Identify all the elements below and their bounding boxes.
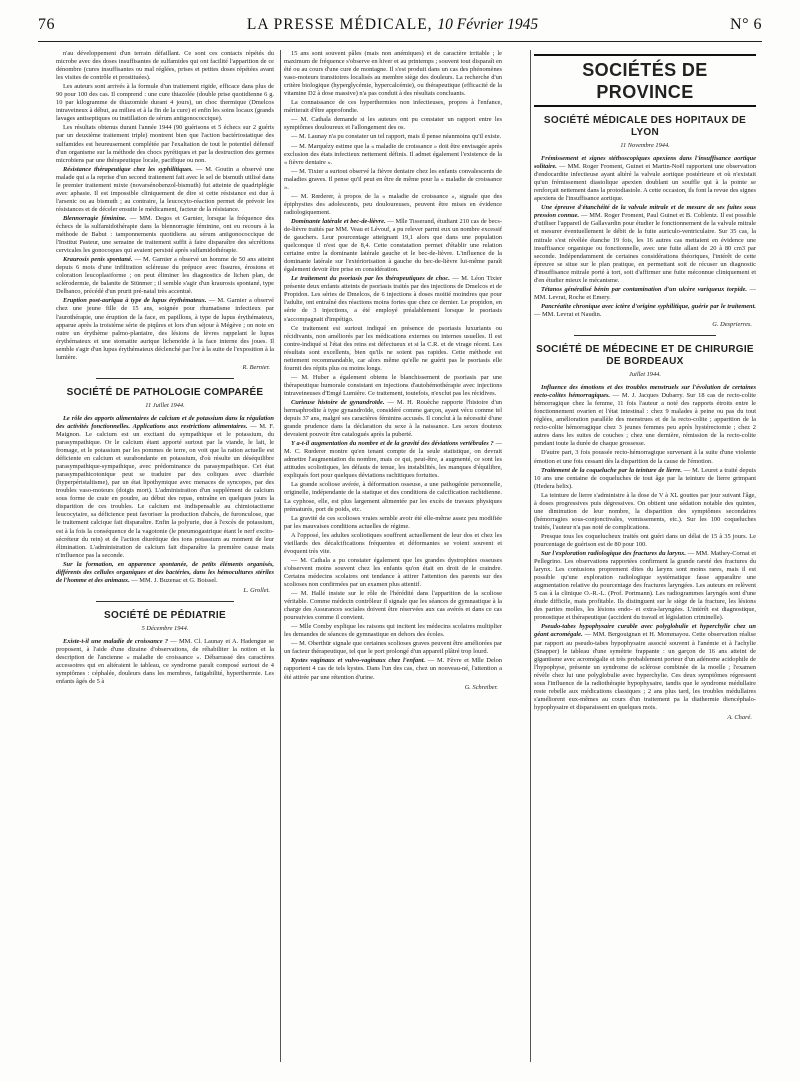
- item-body: — M. C. Rœderer montre qu'en tenant compte de la seule statistique, on devrait admettre l'augmentation du nombre, mais ce qui, peut-être, a augmenté, ce sont les attitudes scoliotiques, les défauts de tenue, les instabilités, les manques d'équilibre, expliqués fort pour quelques déviations rachitiques fortuites.: [284, 440, 502, 480]
- item-entry: [534, 286, 756, 302]
- paragraph: La connaissance de ces hyperthermies non infectieuses, propres à l'enfance, mériterait d'être approfondie.: [284, 99, 502, 115]
- item-body: — M. J. Jacques Dubarry. Sur 18 cas de recto-colite hémorragique chez la femme, 11 fois l'auteur a noté des rapports étroits entre le fonctionnement ovarien et l'état intestinal : chez 9 malades à peine ou pas du tout réglées, amélioration parallèle des menstrues et de la recto-colite ; apparition de la recto-colite hémorragique chez 3 jeunes femmes peu après hystérectomie ; chez 2 autres dans les suites de couches ; chez une dernière, rémission de la recto-colite pendant toute la durée de chaque grossesse.: [534, 392, 756, 448]
- paragraph: n'au développement d'un terrain défaillant. Ce sont ces contacts répétés du microbe avec des doses insuffisantes de sulfamides qui ont facilité l'apparition de ce dénombre (cures insuffisantes ou mal réglées, prises et petites doses répétées avant les visites de contrôle et prostituées).: [56, 50, 274, 82]
- section-date: 5 Décembre 1944.: [141, 624, 189, 632]
- item-title: Pseudo-tabes hypophysaire curable avec polyglobulie et hyperchylie chez un géant acromégale.: [534, 623, 756, 639]
- paragraph: — M. Cathala demande si les auteurs ont pu constater un rapport entre les symptômes douloureux et l'allongement des os.: [284, 116, 502, 132]
- paragraph: — M. Launay n'a pu constater un tel rapport, mais il pense néanmoins qu'il existe.: [291, 133, 502, 141]
- signature: A. Charé.: [727, 713, 752, 721]
- item-title: Tétanos généralisé bénin par contamination d'un ulcère variqueux torpide.: [541, 285, 747, 293]
- section-title: SOCIÉTÉ DE PATHOLOGIE COMPARÉE: [66, 386, 264, 398]
- item-title: Influence des émotions et des troubles menstruels sur l'évolution de certaines recto-colites hémorragiques.: [534, 384, 756, 400]
- item-body: — MM. Roger Froment, Paul Guinet et B. Coblentz. Il est possible d'utiliser l'appareil de Gallavardin pour étudier le fonctionnement de la valvule mitrale et mesurer éventuellement le débit de la fuite auriculo-ventriculaire. Sur 35 cas, la mitrale s'est révélée étanche 19 fois, les 16 autres cas mettaient en évidence une insuffisance organique ou fonctionnelle, avec une fuite allant de 20 à 80 cm3 par seconde. Indépendamment de certaines considérations théoriques, l'intérêt de cette épreuve se situe sur le plan pratique, en permettant soit de récuser un diagnostic d'insuffisance mitrale porté à tort, soit d'affirmer une fuite méconnue cliniquement et d'en étudier mieux le mécanisme.: [534, 212, 756, 284]
- item-entry: [56, 215, 274, 255]
- item-title: Sur la formation, en apparence spontanée, de petits éléments organisés, différents des cellules organiques et des bactéries, dans les hémocultures stériles de l'homme et des animaux.: [56, 560, 274, 584]
- item-title: Dominante latérale et bec-de-lièvre.: [291, 217, 386, 225]
- item-body: — M. Garnier a observé chez une jeune fille de 15 ans, soignée pour rhumatisme infectieux par l'aurothérapie, une éruption de la face, en papillons, à type de lupus érythémateux, apparue après la troisième série de piqûres et lors d'un séjour à Mégève ; on note en outre un érythème palmo-plantaire, des lésions de lèvres rappelant le lupus érythémateux et une stomatite aurique lichenoïde à la face interne des joues. Il semble s'agir d'un lupus érythémateux déclenché par l'or à la suite de l'exposition à la lumière.: [56, 297, 274, 361]
- paragraph: Les résultats obtenus durant l'année 1944 (90 guérisons et 5 échecs sur 2 guéris par un deuxième traitement triple) montrent bien que l'action bactériostatique des sulfamides est heureusement complétée par l'exaltation de tout le potentiel défensif d'un organisme sur la méthode des chocs pyrétiques et par la destruction des germes microbiens par une thérapeutique locale, pacifique ou non.: [56, 124, 274, 164]
- item-body: — MM. Roger Froment, Guinet et Martin-Noël rapportent une observation d'endocardite infectieuse ayant altéré la valvule aortique postérieure et où n'existait qu'un frémissement diastolique apexien doublant un souffle qui à la pointe se renforçait nettement dans la protodiastole. A cette occasion, ils font la revue des signes apexiens de l'insuffisance aortique.: [534, 163, 756, 203]
- item-title: Y a-t-il augmentation du nombre et de la gravité des déviations vertébrales ?: [291, 440, 494, 448]
- section-banner: SOCIÉTÉS DE PROVINCE: [534, 54, 756, 107]
- section-title: SOCIÉTÉ DE PÉDIATRIE: [104, 609, 226, 621]
- masthead: [247, 16, 538, 34]
- item-title: Frémissement et signes stéthoscopiques apexiens dans l'insuffisance aortique solitaire.: [534, 155, 756, 171]
- paragraph: — M. Huber a également obtenu le blanchissement de psoriasis par une thérapeutique humorale consistant en injections d'autohémothérapie avec injections intraveineuses d'Emgé Lumière. Ce traitement, toutefois, n'exclut pas les récidives.: [284, 373, 502, 397]
- paragraph: 15 ans sont souvent pâles (mais non anémiques) et de caractère irritable ; le maximum de fréquence s'observe en hiver et au printemps ; souvent tout disparaît en été ou au cours d'une cure de montagne. Il s'est produit dans un cas des phénomènes vaso-moteurs transitoires localisés au membre siège des douleurs. La recherche d'un critère biologique (hyperglycémie, hypercalcémie), ou thérapeutique (efficacité de la vitamine D2 à dose massive) n'a pas conduit à des résultats concluants.: [284, 50, 502, 98]
- column-2: [284, 50, 502, 1070]
- item-title: Le rôle des apports alimentaires de calcium et de potassium dans la régulation des activités fonctionnelles. Applications aux restrictions alimentaires.: [56, 414, 274, 430]
- item-entry: [56, 297, 274, 361]
- item-title: Résistance thérapeutique chez les syphilitiques.: [63, 165, 193, 173]
- paragraph: — M. Rœderer, à propos de la « maladie de croissance », signale que des épiphysites des adolescents, peu douloureuses, peuvent être mises en évidence radiologiquement.: [284, 192, 502, 216]
- section-divider: [96, 378, 234, 379]
- paragraph: — M. Oberthür signale que certaines scolioses graves peuvent être améliorées par un facteur thérapeutique, tel que le port prolongé d'un appareil plâtré trop lourd.: [284, 640, 502, 656]
- section-date: Juillet 1944.: [629, 371, 661, 379]
- item-entry: [56, 638, 274, 686]
- item-body: — MM. Levrat, Roche et Emery.: [534, 285, 756, 301]
- item-entry: [56, 166, 274, 214]
- item-body: — MM. Bergouignan et H. Mommayou. Cette observation réalise par rapport au pseudo-tabes hypophysaire associé souvent à l'anémie et à l'achylie (Snapper) le tableau d'une symétrie frappante : un garçon de 16 ans atteint de gigantisme avec acromégalie et très probablement porteur d'un adénome acidophile de l'hypophyse, présente un syndrome de sclérose combinée de la moelle ; l'examen révèle chez lui une polyglobulie avec hyperchylie. Ces deux symptômes régressent sous l'influence de la radiothérapie hypophysaire, tandis que le syndrome médullaire reste rebelle aux médications classiques ; 2 ans plus tard, les troubles médullaires s'améliorent eux-mêmes au cours d'un traitement pa la diathermie diencéphalo-hypophysaire et disparaissent en quelques mois.: [534, 631, 756, 711]
- item-title: Kystes vaginaux et vulvo-vaginaux chez l'enfant.: [291, 657, 426, 665]
- item-entry: [284, 440, 502, 480]
- item-entry: [56, 561, 274, 585]
- item-title: Curieuse histoire de gynandroïde.: [291, 398, 385, 406]
- item-entry: [284, 275, 502, 323]
- paragraph: D'autre part, 3 fois poussée recto-hémorragique survenant à la suite d'une violente émotion et une fois cessant dès la disparition de la cause de l'émotion.: [534, 449, 756, 465]
- paragraph: A l'opposé, les adultes scoliotiques souffrent actuellement de leur dos et chez les vieillards des décalcifications fréquentes et déformantes se voient souvent et évoquent très vite.: [284, 531, 502, 555]
- item-entry: [56, 256, 274, 296]
- item-body: — M. Leuret a traité depuis 10 ans une centaine de coqueluches de tout âge par la teinture de lierre grimpant (Hedera helix).: [534, 466, 756, 490]
- header-rule: [38, 41, 762, 42]
- item-body: — M. Léon Tixier présente deux enfants atteints de psoriasis traités par des injections de Dmelcos et de Propidon. Les séries de Dmelcos, de 6 injections à doses moitié moindres que pour l'adulte, ont entraîné des réactions moins fortes que chez ce dernier. Le propidon, en série de 3 injections, a été employé préalablement lorsque le psoriasis s'accompagnait d'impétigo.: [284, 275, 502, 323]
- item-title: Sur l'exploration radiologique des fractures du larynx.: [541, 550, 686, 558]
- paragraph: — M. Marquézy estime que la « maladie de croissance » doit être envisagée après exclusion des états infectieux nettement définis. Il admet également l'existence de la « fièvre dentaire ».: [284, 142, 502, 166]
- item-entry: [534, 303, 756, 319]
- column-3: [534, 50, 756, 1070]
- paragraph: La grande scoliose avérée, à déformation osseuse, a une pathogénie personnelle, originelle, indépendante de la statique et des conditions de calcification rachidienne. La cyphose, elle, est plus largement alimentée par les excès de travaux physiques prématurés, port de poids, etc.: [284, 481, 502, 513]
- paragraph: La teinture de lierre s'administre à la dose de V à XL gouttes par jour suivant l'âge, à doses progressives puis dégressives. On obtient une sédation notable des quintes, une diminution de leur nombre, la disparition des symptômes secondaires (hémorragies sous-conjonctivales, vomissements, etc.). Sur les 100 coqueluches traités, l'auteur n'a pas noté de complications.: [534, 491, 756, 531]
- item-body: — MM. J. Buzenac et G. Boissel.: [131, 576, 218, 584]
- item-entry: [534, 155, 756, 203]
- signature: G. Schreiber.: [464, 683, 498, 691]
- paragraph: La gravité de ces scolioses vraies semble avoir été elle-même assez peu modifiée par les mauvaises conditions actuelles de régime.: [284, 514, 502, 530]
- signature: L. Grollet.: [243, 586, 270, 594]
- signature: G. Desprierres.: [712, 320, 752, 328]
- item-entry: [284, 657, 502, 681]
- item-title: Kraurosis penis spontané.: [63, 256, 133, 264]
- item-title: Pancréatite chronique avec ictère d'origine syphilitique, guérie par le traitement.: [541, 302, 756, 310]
- item-title: Blennorragie féminine.: [63, 214, 127, 222]
- section-divider: [96, 601, 234, 602]
- paragraph: Ce traitement est surtout indiqué en présence de psoriasis luxuriants ou récidivants, non améliorés par les médications externes ou internes usuelles. Il est contre-indiqué si l'état des reins est défectueux et si la C.R. et de virage récent. Les résultats sont excellents, bien qu'ils ne soient pas rapides. Cette méthode est nettement recommandable, car alors même qu'elle ne guérit pas le psoriasis elle fournit des répits plus ou moins longs.: [284, 324, 502, 372]
- item-title: Une épreuve d'étanchéité de la valvule mitrale et de mesure de ses fuites sous pression connue.: [534, 204, 756, 220]
- item-entry: [56, 415, 274, 560]
- item-body: — Mlle Tisserand, étudiant 210 cas de becs-de-lièvre traités par MM. Veau et Lévouf, a pu relever parmi eux un nombre excessif de gauchers. Leur pourcentage atteignant 19,1 alors que dans une population quelconque il n'est que de 8,4. Cette constatation permet d'établir une relation certaine entre la dominante latérale gauche et le bec-de-lièvre. L'influence de la dominante latérale sur l'extériorisation à gauche du bec-de-lièvre lui-même paraît également devoir être prise en considération.: [284, 217, 502, 274]
- paragraph: Les auteurs sont arrivés à la formule d'un traitement rigide, efficace dans plus de 90 pour 100 des cas. Il comprend : une cure thiazolée (double prise quotidienne 6 g. 10 par kilogramme de thiazomide durant 4 jours), un choc thermique (Dmelcos intraveineux à début, au milieu et à la fin de la cure) et enfin les soins locaux (grands lavages antiseptiques ou instillation de sérum antigonococcique).: [56, 83, 274, 123]
- item-entry: [534, 204, 756, 284]
- paragraph: — M. Cathala a pu constater également que les grandes dystrophies osseuses s'observent moins souvent chez les enfants qu'on était en droit de le craindre. Certains médecins scolaires ont tendance à attirer l'attention des parents sur des scolioses non confirmées par un examen plus attentif.: [284, 556, 502, 588]
- publication-name: LA PRESSE MÉDICALE,: [246, 16, 433, 33]
- paragraph: — Mlle Comby explique les raisons qui incitent les médecins scolaires multiplier les demandes de séances de gymnastique en dehors des écoles.: [284, 623, 502, 639]
- article-columns: [56, 50, 756, 1070]
- section-title: SOCIÉTÉ MÉDICALE DES HOPITAUX DE LYON: [543, 115, 747, 138]
- section-date: 11 Novembre 1944.: [620, 142, 670, 149]
- section-date: 11 Juillet 1944.: [145, 401, 185, 409]
- section-divider: [574, 335, 716, 336]
- item-body: — MM. Cl. Launay et A. Hadengue se proposent, à l'aide d'une dizaine d'observations, de réhabiliter la notion et la description de l'ancienne « maladie de croissance ». Débarrassé des caractères accessoires qui en altéraient le tableau, ce syndrome paraît composé surtout de 4 symptômes : céphalée, douleurs dans les membres, fatigabilité, hyperthermie. Les enfants âgés de 5 à: [56, 637, 274, 686]
- page-header: [38, 16, 762, 38]
- item-entry: [534, 384, 756, 448]
- section-title: SOCIÉTÉ DE MÉDECINE ET DE CHIRURGIE DE BORDEAUX: [536, 344, 754, 368]
- signature: R. Bernier.: [242, 363, 270, 371]
- item-body: — MM. Degos et Garnier, lorsque la fréquence des échecs de la sulfamidothérapie dans la blennorragie féminine, ont eu recours à la méthode de Babut : tamponnements quotidiens au sérum antigonococcique de l'Institut Pasteur, une semaine de traitement suffit à faire disparaître des sécrétions cervicales les gonocoques qui avaient persisté après sulfamidothérapie.: [56, 214, 274, 255]
- item-title: Eruption post-auriqua à type de lupus érythémateux.: [63, 297, 207, 305]
- item-entry: [534, 623, 756, 712]
- paragraph: — M. Hallé insiste sur le rôle de l'hérédité dans l'apparition de la scoliose véritable. Comme médecin contrôleur il signale que les séances de gymnastique à la charge des Assurances sociales doivent être réservées aux cas avérés et dans ce cas poursuivies comme il convient.: [284, 590, 502, 622]
- issue-date: 10 Février 1945: [437, 16, 539, 33]
- paragraph: Presque tous les coquelucheux traités ont guéri dans un délai de 15 à 35 jours. Le pourcentage de guérison est de 80 pour 100.: [534, 532, 756, 548]
- item-body: — M. F. Maignon. Le calcium est un excitant du sympathique et le potassium, du parasympathique. Or le calcium étant apporté surtout par la viande, le lait, le fromage, et le potassium par les pommes de terre, on voit que la ration actuelle est déficiente en calcium et surabondante en potassium, d'où résulte un déséquilibre parasympathique-sympathique, avec prédominance du parasympathique. Cet état parasympathicotonique peut se traduire par des coliques avec diarrhée (hyperpéristaltisme), par un état lipothymique avec menaces de syncopes, par des troubles vaso-moteurs (doigts mort). L'administration d'un supplément de calcium sous forme de craie en poudre, au début des repas, entraîne en quelques jours la disparition de ces troubles. Le calcium est indispensable au chimiotactisme leucocytaire, sa déficience peut favoriser la production d'abcès, de furonculose, que le traitement calcique fait disparaître. Enfin la polyurie, due à l'excès de potassium, est à la fois la conséquence de la vagotonie (le pneumogastrique étant le nerf excito-sécréteur du rein) et de l'action diurétique des ions potassium au moment de leur élimination. L'administration de calcium fait disparaître la première cause mais n'influence pas la seconde.: [56, 422, 274, 559]
- item-entry: [534, 467, 756, 491]
- item-title: Existe-t-il une maladie de croissance ?: [63, 637, 169, 645]
- item-body: — M. Fèvre et Mlle Delon rapportent 4 cas de tels kystes. Dans l'un des cas, chez un nouveau-né, l'attention a été attirée par une rétention d'urine.: [284, 657, 502, 681]
- page-number: 76: [38, 16, 55, 33]
- issue-number: N° 6: [730, 16, 762, 33]
- item-title: Traitement de la coqueluche par la teinture de lierre.: [541, 466, 682, 474]
- item-entry: [284, 218, 502, 274]
- column-1: [56, 50, 274, 1070]
- item-body: — M. Garnier a observé un homme de 50 ans atteint depuis 6 mois d'une infiltration scléreuse du prépuce avec fissures, érosions et coloration leucoplasiforme ; on peut éliminer les diagnostics de lichen plan, de sclérodermie, de balanite de Stünmer ; il semble s'agir d'un kraurosis spontané, type Delbanco, précédé d'un prurit pré-natal très accentué.: [56, 256, 274, 296]
- item-title: Le traitement du psoriasis par les thérapeutiques de choc.: [291, 275, 450, 283]
- item-entry: [534, 550, 756, 622]
- item-body: — MM. Mathey-Cornat et Pellegrino. Les observations rapportées confirment la grande rareté des fractures du larynx. Les contusions proprement dites du larynx sont moins rares, mais il est possible qu'une exploration radiologique systématique fasse apparaître une augmentation relative du pourcentage des fractures laryngées. Les auteurs en relèvent 5 cas à la clinique O.-R.-L. (Prof. Portmann). Les radiogrammes laryngés sont d'une étude difficile, mais profitable. Ils distinguent sur le siège de la fracture, les lésions des parties molles, les lésions endo- et extra-laryngées. L'intérêt est diagnostique, pronostique et thérapeutique (accident du travail et législation criminelle).: [534, 550, 756, 622]
- item-body: — M. H. Rouèche rapporte l'histoire d'un hermaphrodite à type gynandroïde, considéré comme garçon, ayant vécu comme tel depuis 37 ans, malgré ses caractères féminins accusés. Il conclut à la nécessité d'une grande prudence dans la déclaration du sexe à la naissance. Les sexes douteux devraient pouvoir être catalogués après la puberté.: [284, 398, 502, 439]
- item-body: — M. Goutin a observé une malade qui a la reprise d'un second traitement fait avec le sel de bismuth utilisé dans le premier traitement mixte (novarsénobenzol-bismuth) fut atteinte de quadriplégie avec aphasie. Il est impossible cliniquement de dire si cette résistance est due à l'arsenic ou au bismuth ; au contraire, la leucocyto-réaction permet de prévoir les résistances et de déceler ensuite le médicament, facteur de la résistance.: [56, 165, 274, 213]
- item-entry: [284, 399, 502, 439]
- item-body: — MM. Levrat et Naudin.: [534, 310, 602, 318]
- paragraph: — M. Tixier a surtout observé la fièvre dentaire chez les enfants convalescents de maladies graves. Il pense qu'il peut en être de même pour la « maladie de croissance ».: [284, 167, 502, 191]
